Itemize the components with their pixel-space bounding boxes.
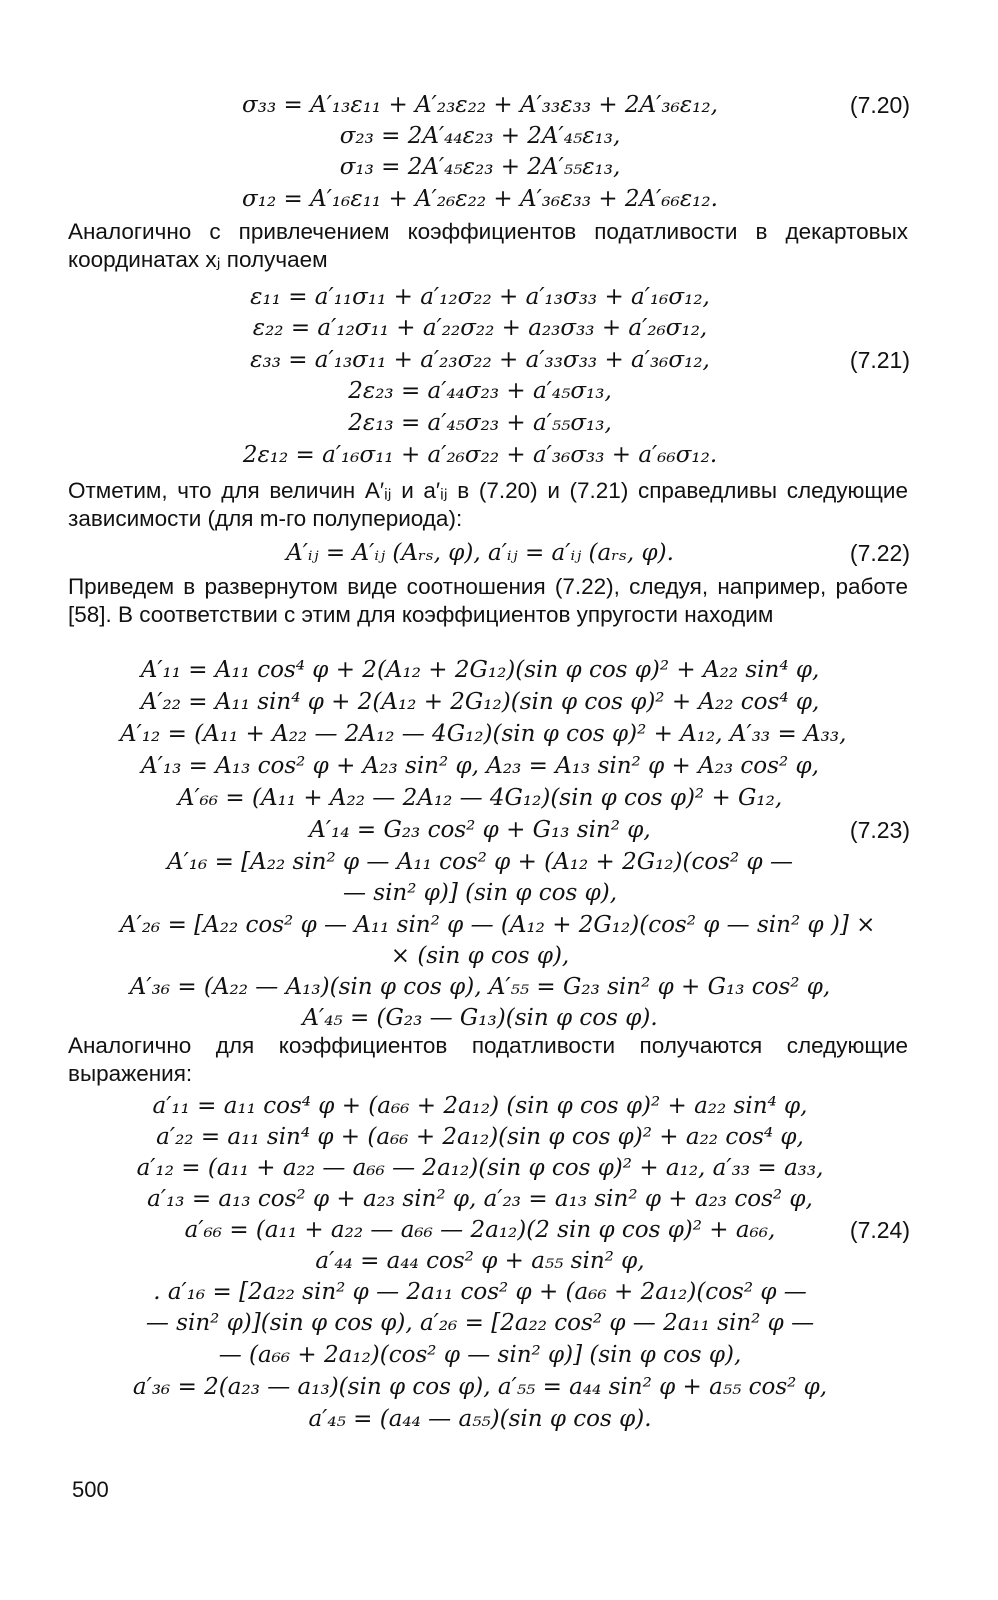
- equation-line: a′₃₆ = 2(a₂₃ — a₁₃)(sin φ cos φ), a′₅₅ = a₄₄ sin² φ + a₅₅ cos² φ,: [132, 1374, 828, 1400]
- equation-line: A′₄₅ = (G₂₃ — G₁₃)(sin φ cos φ).: [302, 1005, 658, 1031]
- equation-line: A′₂₂ = A₁₁ sin⁴ φ + 2(A₁₂ + 2G₁₂)(sin φ cos φ)² + A₂₂ cos⁴ φ,: [140, 689, 820, 715]
- equation-line: . a′₁₆ = [2a₂₂ sin² φ — 2a₁₁ cos² φ + (a₆₆ + 2a₁₂)(cos² φ —: [153, 1279, 807, 1305]
- equation-line: — sin² φ)] (sin φ cos φ),: [342, 880, 618, 906]
- equation-line: × (sin φ cos φ),: [390, 943, 570, 969]
- equation-line: A′₁₂ = (A₁₁ + A₂₂ — 2A₁₂ — 4G₁₂)(sin φ cos φ)² + A₁₂, A′₃₃ = A₃₃,: [120, 721, 847, 747]
- equation-line: 2ε₁₂ = a′₁₆σ₁₁ + a′₂₆σ₂₂ + a′₃₆σ₃₃ + a′₆₆σ₁₂.: [242, 442, 718, 468]
- equation-line: 2ε₂₃ = a′₄₄σ₂₃ + a′₄₅σ₁₃,: [348, 378, 612, 404]
- equation-number: (7.23): [849, 817, 910, 843]
- equation-number: (7.24): [849, 1217, 910, 1243]
- equation-line: a′₁₂ = (a₁₁ + a₂₂ — a₆₆ — 2a₁₂)(sin φ cos φ)² + a₁₂, a′₃₃ = a₃₃,: [136, 1155, 824, 1181]
- equation-line: A′ᵢⱼ = A′ᵢⱼ (Aᵣₛ, φ), a′ᵢⱼ = a′ᵢⱼ (aᵣₛ, φ).: [286, 540, 674, 566]
- equation-line: A′₂₆ = [A₂₂ cos² φ — A₁₁ sin² φ — (A₁₂ + 2G₁₂)(cos² φ — sin² φ )] ×: [120, 912, 876, 938]
- equation-line: ε₃₃ = a′₁₃σ₁₁ + a′₂₃σ₂₂ + a′₃₃σ₃₃ + a′₃₆σ₁₂,: [250, 347, 710, 373]
- page-number: 500: [72, 1477, 109, 1502]
- equation-line: A′₆₆ = (A₁₁ + A₂₂ — 2A₁₂ — 4G₁₂)(sin φ cos φ)² + G₁₂,: [177, 785, 783, 811]
- equation-line: a′₄₅ = (a₄₄ — a₅₅)(sin φ cos φ).: [308, 1406, 652, 1432]
- equation-line: ε₂₂ = a′₁₂σ₁₁ + a′₂₂σ₂₂ + a₂₃σ₃₃ + a′₂₆σ₁₂,: [252, 315, 708, 341]
- equation-number: (7.21): [849, 347, 910, 373]
- equation-number: (7.20): [849, 92, 910, 118]
- equation-line: A′₁₆ = [A₂₂ sin² φ — A₁₁ cos² φ + (A₁₂ + 2G₁₂)(cos² φ —: [167, 849, 793, 875]
- equation-line: 2ε₁₃ = a′₄₅σ₂₃ + a′₅₅σ₁₃,: [348, 410, 612, 436]
- equation-line: — sin² φ)](sin φ cos φ), a′₂₆ = [2a₂₂ cos² φ — 2a₁₁ sin² φ —: [145, 1310, 815, 1336]
- equation-line: a′₄₄ = a₄₄ cos² φ + a₅₅ sin² φ,: [315, 1248, 645, 1274]
- equation-line: σ₂₃ = 2A′₄₄ε₂₃ + 2A′₄₅ε₁₃,: [339, 123, 621, 149]
- paragraph-text: Отметим, что для величин A′ᵢⱼ и a′ᵢⱼ в (7.20) и (7.21) справедливы следующие зависимости (для m-го полупериода):: [68, 478, 908, 531]
- equation-line: σ₃₃ = A′₁₃ε₁₁ + A′₂₃ε₂₂ + A′₃₃ε₃₃ + 2A′₃₆ε₁₂,: [242, 92, 718, 118]
- equation-line: σ₁₂ = A′₁₆ε₁₁ + A′₂₆ε₂₂ + A′₃₆ε₃₃ + 2A′₆₆ε₁₂.: [242, 186, 718, 212]
- equation-line: a′₆₆ = (a₁₁ + a₂₂ — a₆₆ — 2a₁₂)(2 sin φ cos φ)² + a₆₆,: [184, 1217, 776, 1243]
- paragraph-text: Приведем в развернутом виде соотношения (7.22), следуя, например, работе [58]. В соответствии с этим для коэффициентов упругости находим: [68, 574, 908, 627]
- equation-line: a′₁₁ = a₁₁ cos⁴ φ + (a₆₆ + 2a₁₂) (sin φ cos φ)² + a₂₂ sin⁴ φ,: [152, 1093, 808, 1119]
- equation-line: A′₁₁ = A₁₁ cos⁴ φ + 2(A₁₂ + 2G₁₂)(sin φ cos φ)² + A₂₂ sin⁴ φ,: [140, 657, 820, 683]
- paragraph-text: Аналогично с привлечением коэффициентов податливости в декартовых координатах xⱼ получаем: [68, 219, 908, 272]
- equation-line: — (a₆₆ + 2a₁₂)(cos² φ — sin² φ)] (sin φ cos φ),: [218, 1342, 742, 1368]
- equation-line: A′₁₄ = G₂₃ cos² φ + G₁₃ sin² φ,: [309, 817, 651, 843]
- equation-line: a′₂₂ = a₁₁ sin⁴ φ + (a₆₆ + 2a₁₂)(sin φ cos φ)² + a₂₂ cos⁴ φ,: [156, 1124, 804, 1150]
- paragraph-text: Аналогично для коэффициентов податливости получаются следующие выражения:: [68, 1033, 908, 1086]
- equation-line: a′₁₃ = a₁₃ cos² φ + a₂₃ sin² φ, a′₂₃ = a₁₃ sin² φ + a₂₃ cos² φ,: [147, 1186, 813, 1212]
- equation-line: A′₁₃ = A₁₃ cos² φ + A₂₃ sin² φ, A₂₃ = A₁₃ sin² φ + A₂₃ cos² φ,: [141, 753, 819, 779]
- equation-number: (7.22): [849, 540, 910, 566]
- equation-line: A′₃₆ = (A₂₂ — A₁₃)(sin φ cos φ), A′₅₅ = G₂₃ sin² φ + G₁₃ cos² φ,: [129, 974, 831, 1000]
- equation-line: σ₁₃ = 2A′₄₅ε₂₃ + 2A′₅₅ε₁₃,: [339, 154, 621, 180]
- equation-line: ε₁₁ = a′₁₁σ₁₁ + a′₁₂σ₂₂ + a′₁₃σ₃₃ + a′₁₆σ₁₂,: [250, 284, 710, 310]
